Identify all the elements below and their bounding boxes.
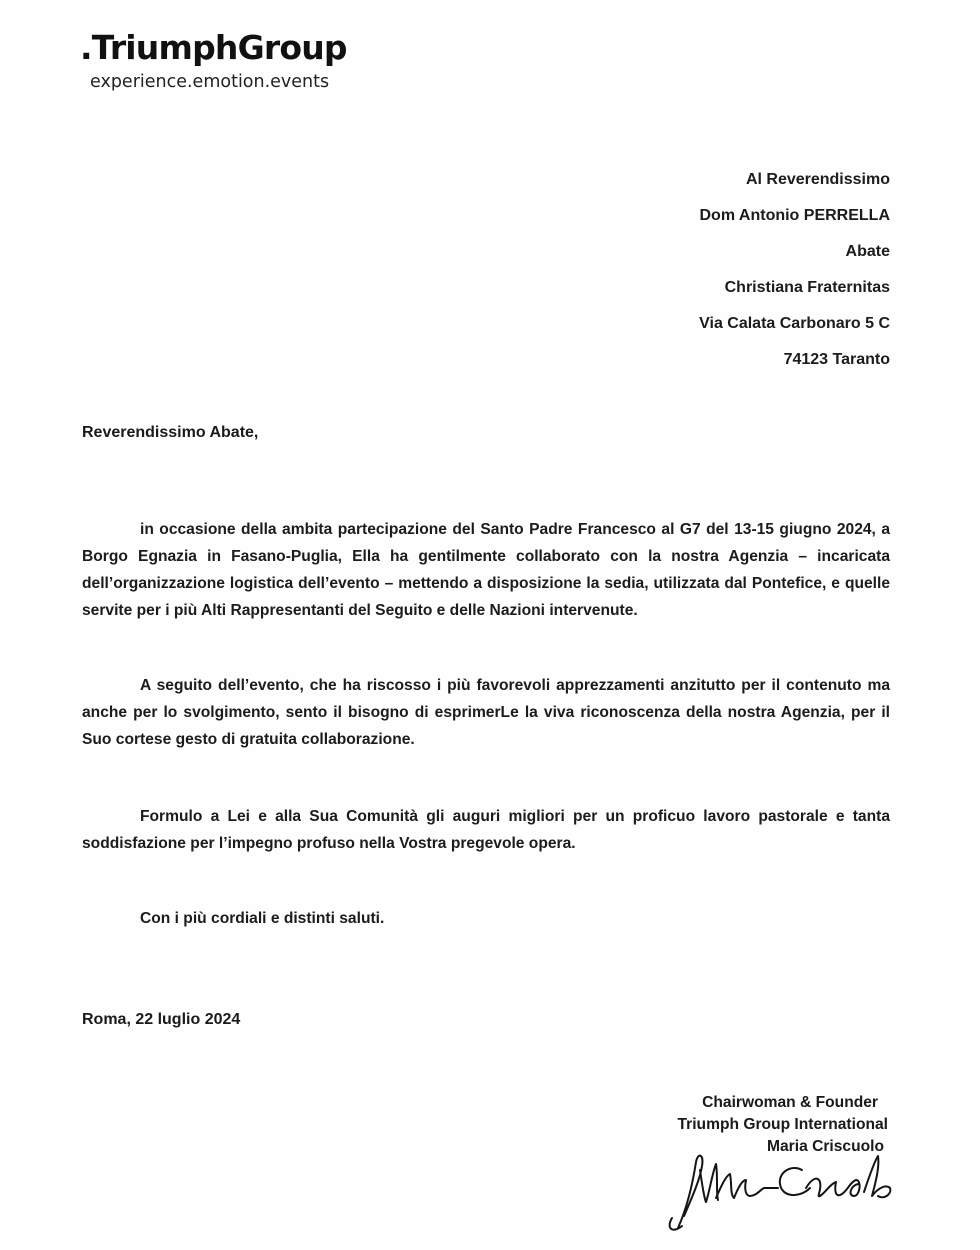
address-line: Via Calata Carbonaro 5 C bbox=[699, 315, 890, 332]
recipient-address bbox=[490, 168, 890, 384]
signer-company: Triumph Group International bbox=[677, 1116, 888, 1133]
place-date: Roma, 22 luglio 2024 bbox=[82, 1011, 241, 1028]
address-line: 74123 Taranto bbox=[783, 351, 890, 368]
salutation: Reverendissimo Abate, bbox=[82, 424, 259, 441]
paragraph-gratitude: A seguito dell’evento, che ha riscosso i più favorevoli apprezzamenti anzitutto per il contenuto ma anche per lo svolgimento, sento il bisogno di esprimerLe la viva riconoscenza della nostra Agenzia, per il Suo cortese gesto di gratuita collaborazione. bbox=[82, 676, 890, 748]
paragraph-wishes: Formulo a Lei e alla Sua Comunità gli auguri migliori per un proficuo lavoro pastorale e tanta soddisfazione per l’impegno profuso nella Vostra pregevole opera. bbox=[82, 807, 890, 852]
paragraph-event: in occasione della ambita partecipazione del Santo Padre Francesco al G7 del 13-15 giugno 2024, a Borgo Egnazia in Fasano-Puglia, Ella ha gentilmente collaborato con la nostra Agenzia – incaricata dell’organizzazione logistica dell’evento – mettendo a disposizione la sedia, utilizzata dal Pontefice, e quelle servite per i più Alti Rappresentanti del Seguito e delle Nazioni intervenute. bbox=[82, 520, 890, 619]
signer-role: Chairwoman & Founder bbox=[702, 1094, 878, 1111]
address-line: Dom Antonio PERRELLA bbox=[699, 207, 890, 224]
company-tagline: experience.emotion.events bbox=[90, 72, 330, 92]
paragraph-closing: Con i più cordiali e distinti saluti. bbox=[140, 909, 385, 927]
handwritten-signature bbox=[660, 1140, 900, 1235]
company-logo: .TriumphGroup bbox=[80, 28, 347, 67]
signer-name: Maria Criscuolo bbox=[767, 1138, 884, 1155]
address-line: Christiana Fraternitas bbox=[724, 279, 890, 296]
address-line: Al Reverendissimo bbox=[745, 171, 890, 188]
address-line: Abate bbox=[845, 243, 890, 260]
